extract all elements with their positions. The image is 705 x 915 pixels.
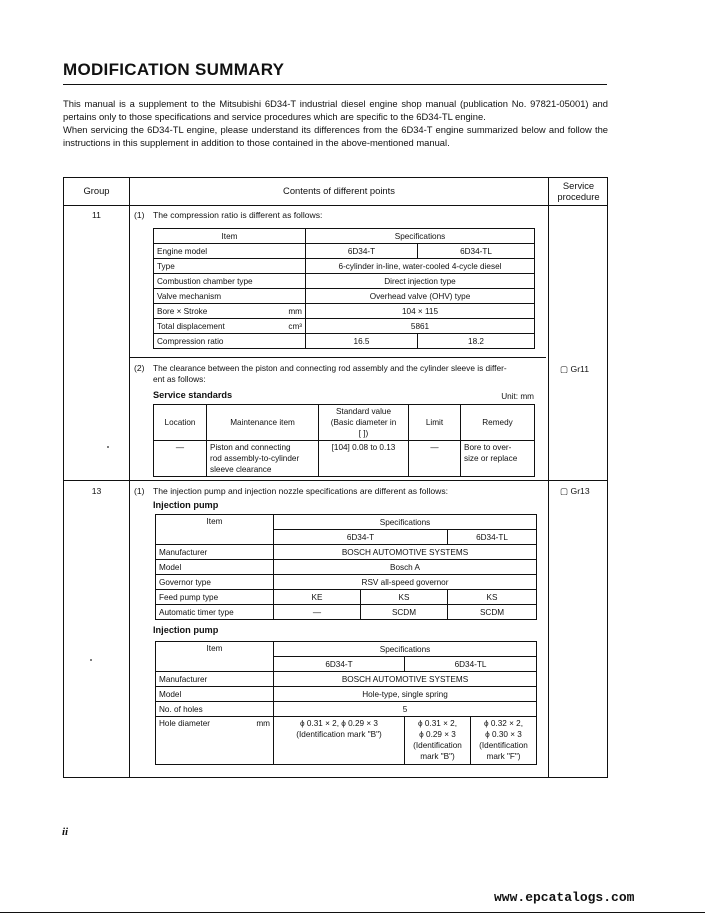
hole-tl2-line4: mark "F") xyxy=(486,752,521,761)
item-text-line1: The clearance between the piston and connecting rod assembly and the cylinder sleeve is differ- xyxy=(153,363,507,373)
item-divider xyxy=(130,357,546,358)
row-label: Automatic timer type xyxy=(156,605,274,620)
page-number: ii xyxy=(62,826,69,838)
th-specs: Specifications xyxy=(274,642,537,657)
label-text: Bore × Stroke xyxy=(157,306,208,316)
row-label: Governor type xyxy=(156,575,274,590)
cell-value: SCDM xyxy=(361,605,448,620)
injection-nozzle-title: Injection pump xyxy=(153,625,219,635)
cell-value: BOSCH AUTOMOTIVE SYSTEMS xyxy=(274,545,537,560)
maint-line1: Piston and connecting xyxy=(210,443,291,452)
book-icon: ▢ xyxy=(560,364,569,374)
label-text: Hole diameter xyxy=(159,719,210,728)
th-location: Location xyxy=(154,405,207,441)
hole-tl2-line3: (Identification xyxy=(479,741,528,750)
header-service-line1: Service xyxy=(562,180,595,191)
service-ref-label: Gr13 xyxy=(570,486,590,496)
injection-pump-table xyxy=(155,514,537,620)
th-std-line2: (Basic diameter in xyxy=(330,418,397,427)
unit: mm xyxy=(256,719,270,728)
th-item: Item xyxy=(156,642,274,672)
item-number: (1) xyxy=(134,486,145,496)
item-text: The compression ratio is different as follows: xyxy=(153,210,323,220)
header-contents: Contents of different points xyxy=(283,185,395,196)
header-rule xyxy=(64,205,607,206)
cell-location: — xyxy=(154,441,207,477)
unit: cm³ xyxy=(288,321,302,331)
cell-value: 5 xyxy=(274,702,537,717)
row-label: Combustion chamber type xyxy=(154,274,306,289)
row-label xyxy=(154,304,306,319)
th-6d34tl: 6D34-TL xyxy=(448,530,537,545)
th-6d34t: 6D34-T xyxy=(274,530,448,545)
item-text-line2: ent as follows: xyxy=(153,374,206,384)
maint-line2: rod assembly-to-cylinder xyxy=(210,454,300,463)
cell-maintenance-item xyxy=(207,441,319,477)
hole-tl2-line2: ϕ 0.30 × 3 xyxy=(485,730,522,739)
maint-line3: sleeve clearance xyxy=(210,465,272,474)
row-label xyxy=(156,717,274,765)
cell-value: Overhead valve (OHV) type xyxy=(306,289,535,304)
th-specs: Specifications xyxy=(274,515,537,530)
unit: mm xyxy=(288,306,302,316)
intro-paragraph-2: When servicing the 6D34-TL engine, please understand its differences from the 6D34-T engine summarized below and follow the instructions in this supplement in addition to those contained in the above-mentioned manual. xyxy=(63,124,608,148)
intro-paragraph-1: This manual is a supplement to the Mitsubishi 6D34-T industrial diesel engine shop manual (publication No. 97821-05001) and pertains only to those specifications and service procedures which are specific to the 6D34-TL engine. xyxy=(63,98,608,122)
row-label: Manufacturer xyxy=(156,545,274,560)
scan-speck xyxy=(107,446,109,448)
cell-6d34t-hole xyxy=(274,717,405,765)
th-limit: Limit xyxy=(409,405,461,441)
header-group: Group xyxy=(83,185,110,196)
th-standard-value xyxy=(319,405,409,441)
footer-url[interactable]: www.epcatalogs.com xyxy=(494,890,635,905)
header-service-line2: procedure xyxy=(557,191,600,202)
service-ref-gr11[interactable] xyxy=(560,364,589,375)
cell-value: Bosch A xyxy=(274,560,537,575)
hole-tl1-line2: ϕ 0.29 × 3 xyxy=(419,730,456,739)
cell-6d34t: 16.5 xyxy=(306,334,418,349)
cell-value: BOSCH AUTOMOTIVE SYSTEMS xyxy=(274,672,537,687)
cell-value: 5861 xyxy=(306,319,535,334)
scan-speck xyxy=(90,659,92,661)
hole-tl2-line1: ϕ 0.32 × 2, xyxy=(484,719,523,728)
injection-nozzle-table xyxy=(155,641,537,765)
cell-standard-value: [104] 0.08 to 0.13 xyxy=(319,441,409,477)
th-std-line1: Standard value xyxy=(335,407,392,416)
cell-6d34tl-hole-1 xyxy=(405,717,471,765)
service-ref-gr13[interactable] xyxy=(560,486,590,497)
cell-6d34t: 6D34-T xyxy=(306,244,418,259)
th-item: Item xyxy=(154,229,306,244)
cell-value: Direct injection type xyxy=(306,274,535,289)
th-6d34t: 6D34-T xyxy=(274,657,405,672)
row-label xyxy=(154,319,306,334)
th-remedy: Remedy xyxy=(461,405,535,441)
th-6d34tl: 6D34-TL xyxy=(405,657,537,672)
title-rule xyxy=(63,84,607,85)
cell-value: 6-cylinder in-line, water-cooled 4-cycle diesel xyxy=(306,259,535,274)
row-label: Valve mechanism xyxy=(154,289,306,304)
row-label: Type xyxy=(154,259,306,274)
item-number: (1) xyxy=(134,210,145,220)
service-standards-table xyxy=(153,404,535,477)
hole-t-line2: (Identification mark "B") xyxy=(296,730,382,739)
unit-label: Unit: mm xyxy=(501,392,534,401)
book-icon: ▢ xyxy=(560,486,569,496)
cell-value: KS xyxy=(448,590,537,605)
cell-value: Hole-type, single spring xyxy=(274,687,537,702)
row-label: No. of holes xyxy=(156,702,274,717)
cell-value: 104 × 115 xyxy=(306,304,535,319)
hole-t-line1: ϕ 0.31 × 2, ϕ 0.29 × 3 xyxy=(300,719,378,728)
th-item: Item xyxy=(156,515,274,545)
item-number: (2) xyxy=(134,363,145,373)
cell-6d34tl: 18.2 xyxy=(418,334,535,349)
cell-remedy xyxy=(461,441,535,477)
group-rule xyxy=(64,480,607,481)
service-standards-title: Service standards xyxy=(153,390,233,400)
hole-tl1-line4: mark "B") xyxy=(420,752,455,761)
service-ref-label: Gr11 xyxy=(570,364,589,374)
cell-limit: — xyxy=(409,441,461,477)
header-service xyxy=(549,180,608,202)
bottom-rule xyxy=(0,912,705,913)
item-text xyxy=(153,363,545,385)
row-label: Manufacturer xyxy=(156,672,274,687)
cell-value: SCDM xyxy=(448,605,537,620)
col-divider-service xyxy=(548,178,549,777)
summary-table xyxy=(63,177,608,778)
item-text: The injection pump and injection nozzle specifications are different as follows: xyxy=(153,486,449,496)
cell-value: KE xyxy=(274,590,361,605)
label-text: Total displacement xyxy=(157,321,225,331)
cell-6d34tl: 6D34-TL xyxy=(418,244,535,259)
row-label: Feed pump type xyxy=(156,590,274,605)
row-label: Model xyxy=(156,560,274,575)
page-title: MODIFICATION SUMMARY xyxy=(63,60,285,79)
hole-tl1-line3: (Identification xyxy=(413,741,462,750)
row-label: Engine model xyxy=(154,244,306,259)
compression-spec-table xyxy=(153,228,535,349)
cell-value: — xyxy=(274,605,361,620)
row-label: Compression ratio xyxy=(154,334,306,349)
intro-text xyxy=(63,97,608,149)
hole-tl1-line1: ϕ 0.31 × 2, xyxy=(418,719,457,728)
cell-value: RSV all-speed governor xyxy=(274,575,537,590)
th-specs: Specifications xyxy=(306,229,535,244)
cell-6d34tl-hole-2 xyxy=(471,717,537,765)
remedy-line1: Bore to over- xyxy=(464,443,512,452)
group-11-label: 11 xyxy=(92,210,101,220)
th-std-line3: [ ]) xyxy=(358,429,369,438)
group-13-label: 13 xyxy=(91,486,102,496)
remedy-line2: size or replace xyxy=(464,454,518,463)
row-label: Model xyxy=(156,687,274,702)
col-divider-group xyxy=(129,178,130,777)
th-maintenance-item: Maintenance item xyxy=(207,405,319,441)
cell-value: KS xyxy=(361,590,448,605)
injection-pump-title: Injection pump xyxy=(153,500,219,510)
